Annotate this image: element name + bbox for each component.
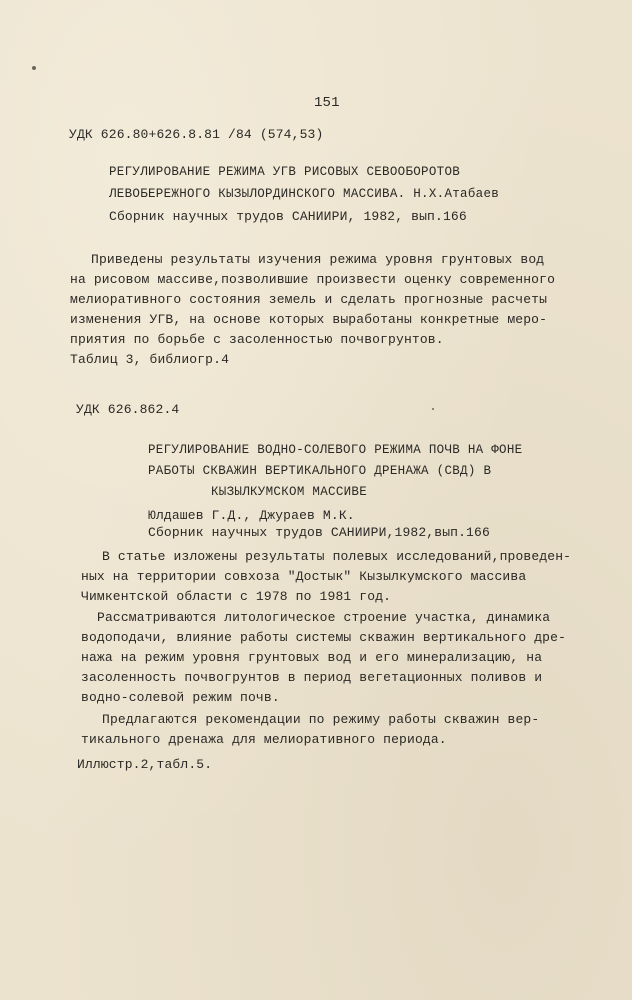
- entry2-source: Сборник научных трудов САНИИРИ,1982,вып.166: [148, 525, 490, 540]
- page-number: 151: [314, 95, 340, 111]
- entry2-abstract-line: Предлагаются рекомендации по режиму работы скважин вер-: [102, 712, 540, 727]
- entry1-refs: Таблиц 3, библиогр.4: [70, 352, 230, 367]
- entry1-abstract-line: Приведены результаты изучения режима уровня грунтовых вод: [91, 252, 545, 267]
- entry2-title-line: РЕГУЛИРОВАНИЕ ВОДНО-СОЛЕВОГО РЕЖИМА ПОЧВ НА ФОНЕ: [148, 443, 523, 457]
- entry1-abstract-line: приятия по борьбе с засоленностью почвогрунтов.: [70, 332, 444, 347]
- entry1-abstract-line: на рисовом массиве,позволившие произвести оценку современного: [70, 272, 556, 287]
- entry2-abstract-line: Рассматриваются литологическое строение участка, динамика: [97, 610, 551, 625]
- entry2-abstract-line: водно-солевой режим почв.: [81, 690, 280, 705]
- entry1-title-line: ЛЕВОБЕРЕЖНОГО КЫЗЫЛОРДИНСКОГО МАССИВА. Н.Х.Атабаев: [109, 187, 500, 201]
- entry2-abstract-line: Чимкентской области с 1978 по 1981 год.: [81, 589, 392, 604]
- entry1-title-line: РЕГУЛИРОВАНИЕ РЕЖИМА УГВ РИСОВЫХ СЕВООБОРОТОВ: [109, 165, 461, 179]
- entry2-abstract-line: водоподачи, влияние работы системы скважин вертикального дре-: [81, 630, 567, 645]
- entry2-refs: Иллюстр.2,табл.5.: [77, 757, 213, 772]
- entry2-abstract-line: тикального дренажа для мелиоративного периода.: [81, 732, 447, 747]
- entry2-title-line: РАБОТЫ СКВАЖИН ВЕРТИКАЛЬНОГО ДРЕНАЖА (СВД) В: [148, 464, 492, 478]
- entry1-abstract-line: мелиоративного состояния земель и сделать прогнозные расчеты: [70, 292, 548, 307]
- paper-speck: [432, 408, 434, 410]
- entry2-abstract-line: нажа на режим уровня грунтовых вод и его минерализацию, на: [81, 650, 543, 665]
- entry2-authors: Юлдашев Г.Д., Джураев М.К.: [148, 508, 355, 523]
- entry1-source: Сборник научных трудов САНИИРИ, 1982, вып.166: [109, 209, 467, 224]
- entry2-abstract-line: ных на территории совхоза "Достык" Кызылкумского массива: [81, 569, 527, 584]
- entry2-abstract-line: засоленность почвогрунтов в период вегетационных поливов и: [81, 670, 543, 685]
- entry1-udk: УДК 626.80+626.8.81 /84 (574,53): [69, 127, 324, 142]
- entry2-abstract-line: В статье изложены результаты полевых исследований,проведен-: [102, 549, 572, 564]
- entry2-title-line: КЫЗЫЛКУМСКОМ МАССИВЕ: [211, 485, 368, 499]
- paper-speck: [32, 66, 36, 70]
- entry1-abstract-line: изменения УГВ, на основе которых выработаны конкретные меро-: [70, 312, 548, 327]
- entry2-udk: УДК 626.862.4: [76, 402, 180, 417]
